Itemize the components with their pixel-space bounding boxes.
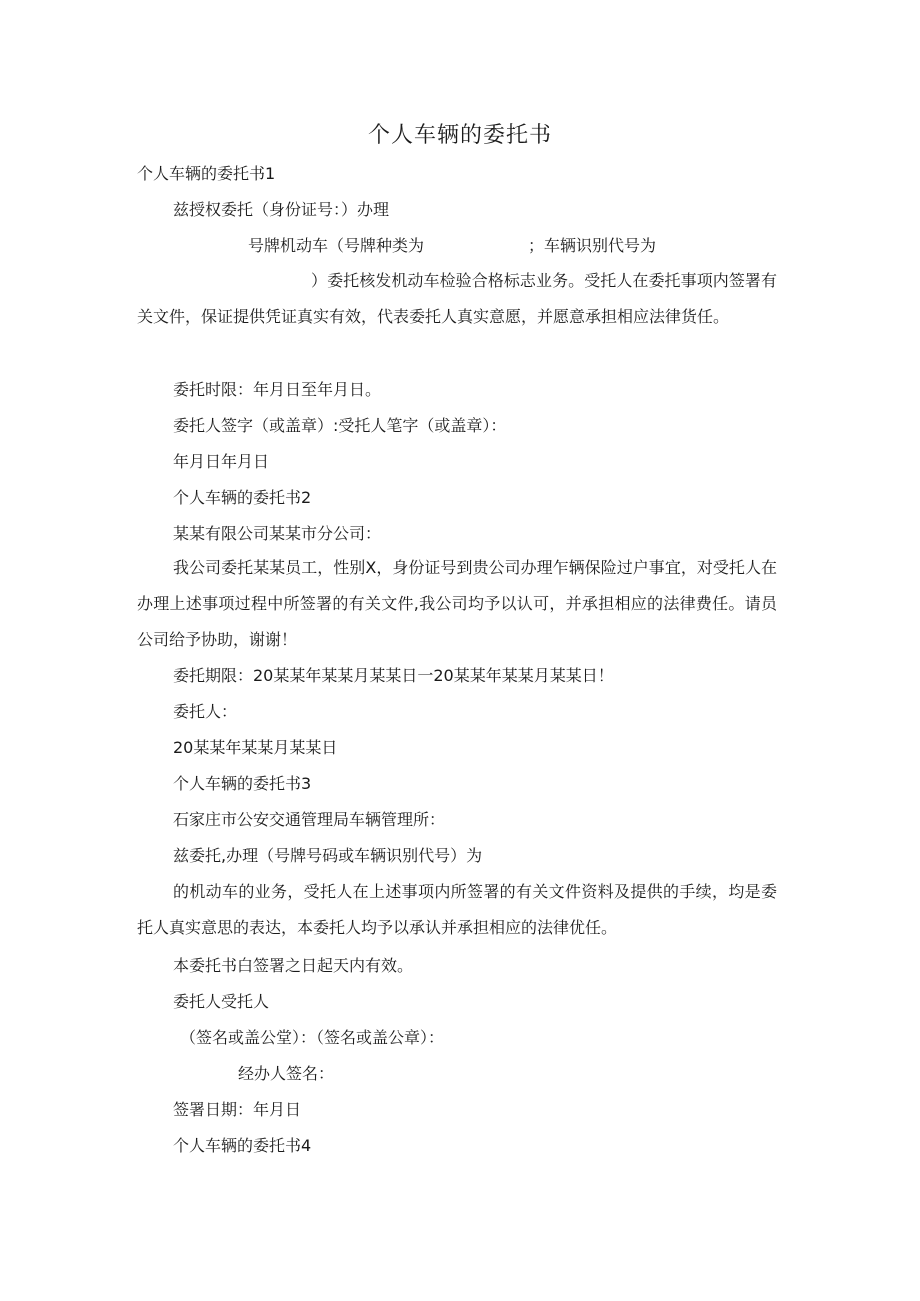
section-3-signature-fields: （签名或盖公堂）：（签名或盖公章）： [180, 1028, 445, 1047]
section-1-vin: ；车辆识别代号为 [528, 236, 657, 255]
section-2-addressee: 某某有限公司某某市分公司： [173, 524, 382, 543]
section-1-plate-type: 号牌机动车（号牌种类为 [248, 236, 425, 255]
document-title: 个人车辆的委托书 [367, 123, 552, 148]
section-2-body: 我公司委托某某员工，性别X，身份证号到贵公司办理乍辆保险过户事宜，对受托人在办理上述事项过程中所签署的有关文件,我公司均予以认可，并承担相应的法律费任。请员公司给予协助，谢谢！ [137, 558, 777, 649]
section-4-heading: 个人车辆的委托书4 [173, 1136, 312, 1155]
section-1-authorization: 兹授权委托（身份证号：）办理 [173, 200, 390, 219]
section-3-heading: 个人车辆的委托书3 [173, 774, 312, 793]
section-2-term: 委托期限：20某某年某某月某某日一20某某年某某月某某日！ [173, 666, 614, 685]
section-3-signing-date: 签署日期：年月日 [173, 1100, 302, 1119]
section-3-entrust: 兹委托,办理（号牌号码或车辆识别代号）为 [173, 846, 483, 865]
section-1-heading: 个人车辆的委托书1 [137, 164, 276, 183]
section-3-body: 的机动车的业务，受托人在上述事项内所签署的有关文件资料及提供的手续，均是委托人真实意思的表达，本委托人均予以承认并承担相应的法律优任。 [137, 882, 777, 937]
section-3-parties: 委托人受托人 [173, 992, 270, 1011]
section-1-dates: 年月日年月日 [173, 452, 270, 471]
section-2-date: 20某某年某某月某某日 [173, 738, 338, 757]
section-1-term: 委托时限：年月日至年月日。 [173, 380, 382, 399]
section-1-body: ）委托核发机动车检验合格标志业务。受托人在委托事项内签署有关文件，保证提供凭证真实有效，代表委托人真实意愿，并愿意承担相应法律货任。 [137, 271, 777, 326]
section-2-principal: 委托人： [173, 702, 238, 721]
section-3-handler-signature: 经办人签名： [238, 1064, 335, 1083]
section-1-signatures: 委托人签字（或盖章）:受托人笔字（或盖章）： [173, 416, 507, 435]
section-3-addressee: 石家庄市公安交通管理局车辆管理所： [173, 810, 446, 829]
section-2-heading: 个人车辆的委托书2 [173, 488, 312, 507]
section-3-validity: 本委托书白签署之日起天内有效。 [173, 956, 414, 975]
